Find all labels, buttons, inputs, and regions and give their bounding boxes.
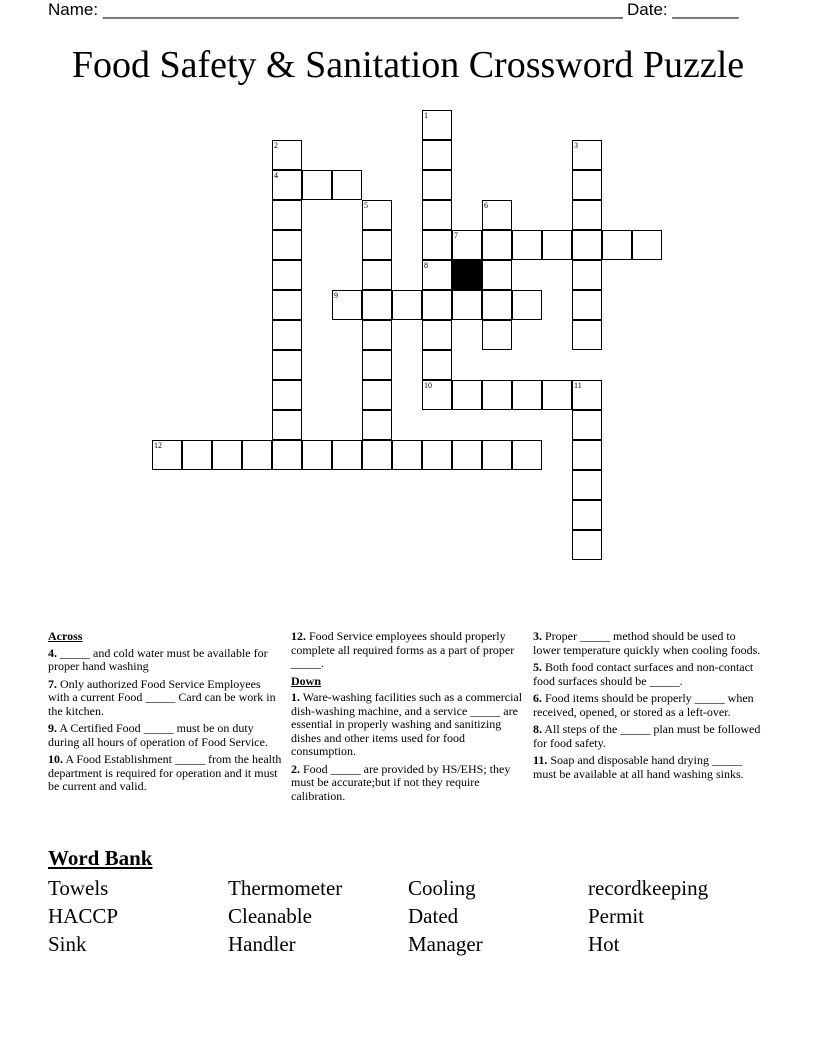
clue-text: Only authorized Food Service Employees with a current Food _____ Card can be work in the kitchen. bbox=[48, 676, 276, 718]
date-line: Date: _______ bbox=[627, 0, 739, 19]
grid-cell[interactable] bbox=[272, 230, 302, 260]
cell-number: 8 bbox=[424, 261, 428, 270]
grid-block bbox=[452, 260, 482, 290]
clue-number: 11. bbox=[533, 753, 548, 767]
grid-cell[interactable] bbox=[572, 260, 602, 290]
grid-cell[interactable] bbox=[572, 380, 602, 410]
word-bank-item: Manager bbox=[408, 932, 483, 956]
word-bank-item: Dated bbox=[408, 904, 459, 928]
clue-down-1 bbox=[291, 691, 523, 759]
grid-cell[interactable] bbox=[482, 380, 512, 410]
across-heading: Across bbox=[48, 629, 83, 643]
grid-cell[interactable] bbox=[182, 440, 212, 470]
word-bank-item: HACCP bbox=[48, 904, 119, 928]
grid-cell[interactable] bbox=[482, 260, 512, 290]
word-bank-item: Permit bbox=[588, 904, 644, 928]
clue-number: 1. bbox=[291, 690, 300, 704]
clue-down-11 bbox=[533, 754, 763, 781]
clue-text: All steps of the _____ plan must be followed for food safety. bbox=[533, 722, 761, 750]
grid-cell[interactable] bbox=[272, 290, 302, 320]
clue-text: Food items should be properly _____ when received, opened, or stored as a left-over. bbox=[533, 691, 754, 719]
clue-number: 9. bbox=[48, 721, 57, 735]
grid-cell[interactable] bbox=[482, 320, 512, 350]
clue-number: 2. bbox=[291, 761, 300, 776]
word-bank-item: Sink bbox=[48, 932, 87, 956]
clue-text: A Food Establishment _____ from the health department is required for operation and it must be current and valid. bbox=[48, 752, 282, 793]
grid-cell[interactable] bbox=[572, 290, 602, 320]
down-heading: Down bbox=[291, 673, 322, 688]
grid-cell[interactable] bbox=[272, 410, 302, 440]
clue-number: 8. bbox=[533, 722, 542, 736]
grid-cell[interactable] bbox=[422, 260, 452, 290]
clue-text: Proper _____ method should be used to lower temperature quickly when cooling foods. bbox=[533, 629, 761, 657]
grid-cell[interactable] bbox=[542, 230, 572, 260]
clue-number: 5. bbox=[533, 660, 542, 674]
word-bank-item: Hot bbox=[588, 932, 620, 956]
clue-down-6 bbox=[533, 692, 763, 719]
cell-number: 6 bbox=[484, 201, 488, 210]
grid-cell[interactable] bbox=[362, 290, 392, 320]
grid-cell[interactable] bbox=[272, 170, 302, 200]
clue-across-9 bbox=[48, 722, 283, 749]
name-line: Name: _______________________________________________________ bbox=[48, 0, 623, 19]
grid-cell[interactable] bbox=[392, 440, 422, 470]
grid-cell[interactable] bbox=[572, 140, 602, 170]
page-title: Food Safety & Sanitation Crossword Puzzle bbox=[71, 44, 745, 86]
word-bank-item: Cleanable bbox=[228, 904, 312, 928]
grid-cell[interactable] bbox=[422, 350, 452, 380]
grid-cell[interactable] bbox=[452, 440, 482, 470]
grid-cell[interactable] bbox=[362, 320, 392, 350]
grid-cell[interactable] bbox=[602, 230, 632, 260]
grid-cell[interactable] bbox=[272, 320, 302, 350]
word-bank-item: recordkeeping bbox=[588, 876, 709, 900]
clue-number: 3. bbox=[533, 629, 542, 643]
clue-across-10 bbox=[48, 753, 283, 794]
clue-text: Food Service employees should properly complete all required forms as a part of proper _____. bbox=[291, 629, 515, 670]
grid-cell[interactable] bbox=[362, 230, 392, 260]
grid-cell[interactable] bbox=[422, 110, 452, 140]
cell-number: 11 bbox=[574, 381, 582, 390]
clue-number: 7. bbox=[48, 676, 57, 691]
grid-cell[interactable] bbox=[572, 440, 602, 470]
clue-text: Both food contact surfaces and non-contact food surfaces should be _____. bbox=[533, 660, 754, 688]
grid-cell[interactable] bbox=[242, 440, 272, 470]
word-bank-title: Word Bank bbox=[48, 846, 153, 870]
clue-across-12 bbox=[291, 630, 523, 671]
grid-cell[interactable] bbox=[332, 290, 362, 320]
grid-cell[interactable] bbox=[572, 410, 602, 440]
grid-cell[interactable] bbox=[362, 350, 392, 380]
grid-cell[interactable] bbox=[482, 230, 512, 260]
grid-cell[interactable] bbox=[272, 140, 302, 170]
grid-cell[interactable] bbox=[512, 230, 542, 260]
grid-cell[interactable] bbox=[152, 440, 182, 470]
cell-number: 9 bbox=[334, 291, 338, 300]
grid-cell[interactable] bbox=[572, 530, 602, 560]
grid-cell[interactable] bbox=[362, 260, 392, 290]
grid-cell[interactable] bbox=[422, 230, 452, 260]
clue-text: A Certified Food _____ must be on duty during all hours of operation of Food Service. bbox=[48, 721, 268, 749]
grid-cell[interactable] bbox=[332, 440, 362, 470]
grid-cell[interactable] bbox=[332, 170, 362, 200]
cell-number: 3 bbox=[574, 141, 578, 150]
clue-text: Soap and disposable hand drying _____ must be available at all hand washing sinks. bbox=[533, 753, 744, 781]
word-bank-item: Handler bbox=[228, 932, 296, 956]
grid-cell[interactable] bbox=[482, 440, 512, 470]
clue-text: Food _____ are provided by HS/EHS; they must be accurate;but if not they require calibration. bbox=[291, 761, 511, 803]
grid-cell[interactable] bbox=[212, 440, 242, 470]
grid-cell[interactable] bbox=[452, 290, 482, 320]
cell-number: 5 bbox=[364, 201, 368, 210]
word-bank-item: Cooling bbox=[408, 876, 476, 900]
grid-cell[interactable] bbox=[362, 440, 392, 470]
cell-number: 7 bbox=[454, 231, 458, 240]
clue-down-5 bbox=[533, 661, 763, 688]
grid-cell[interactable] bbox=[302, 440, 332, 470]
grid-cell[interactable] bbox=[362, 410, 392, 440]
grid-cell[interactable] bbox=[422, 170, 452, 200]
grid-cell[interactable] bbox=[302, 170, 332, 200]
grid-cell[interactable] bbox=[572, 170, 602, 200]
clue-number: 4. bbox=[48, 645, 57, 660]
clue-text: Ware-washing facilities such as a commercial dish-washing machine, and a service _____ are essential in properly washing and sanitizing dishes and other items used for food consumption. bbox=[291, 690, 523, 758]
grid-cell[interactable] bbox=[392, 290, 422, 320]
grid-cell[interactable] bbox=[482, 290, 512, 320]
grid-cell[interactable] bbox=[272, 440, 302, 470]
grid-cell[interactable] bbox=[572, 200, 602, 230]
grid-cell[interactable] bbox=[272, 380, 302, 410]
grid-cell[interactable] bbox=[422, 200, 452, 230]
grid-cell[interactable] bbox=[272, 350, 302, 380]
clue-down-3 bbox=[533, 630, 763, 657]
grid-cell[interactable] bbox=[482, 200, 512, 230]
grid-cell[interactable] bbox=[422, 290, 452, 320]
cell-number: 2 bbox=[274, 141, 278, 150]
grid-cell[interactable] bbox=[362, 200, 392, 230]
grid-cell[interactable] bbox=[542, 380, 572, 410]
cell-number: 1 bbox=[424, 111, 428, 120]
clues-column-3 bbox=[533, 630, 763, 785]
cell-number: 10 bbox=[424, 381, 432, 390]
grid-cell[interactable] bbox=[512, 380, 542, 410]
clue-number: 12. bbox=[291, 629, 306, 643]
clue-number: 6. bbox=[533, 691, 542, 705]
clue-across-7 bbox=[48, 678, 283, 719]
grid-cell[interactable] bbox=[572, 320, 602, 350]
grid-cell[interactable] bbox=[422, 320, 452, 350]
grid-cell[interactable] bbox=[362, 380, 392, 410]
cell-number: 4 bbox=[274, 171, 278, 180]
cell-number: 12 bbox=[154, 441, 162, 450]
grid-cell[interactable] bbox=[572, 500, 602, 530]
grid-cell[interactable] bbox=[422, 380, 452, 410]
clues-column-1 bbox=[48, 630, 283, 798]
word-bank-item: Thermometer bbox=[228, 876, 343, 900]
grid-cell[interactable] bbox=[512, 290, 542, 320]
clue-number: 10. bbox=[48, 752, 63, 766]
grid-cell[interactable] bbox=[272, 200, 302, 230]
grid-cell[interactable] bbox=[632, 230, 662, 260]
word-bank-item: Towels bbox=[48, 876, 109, 900]
clues-column-2 bbox=[291, 630, 523, 807]
grid-cell[interactable] bbox=[452, 380, 482, 410]
grid-cell[interactable] bbox=[572, 230, 602, 260]
clue-down-8 bbox=[533, 723, 763, 750]
grid-cell[interactable] bbox=[272, 260, 302, 290]
grid-cell[interactable] bbox=[572, 470, 602, 500]
clue-text: _____ and cold water must be available for proper hand washing bbox=[48, 645, 268, 673]
grid-cell[interactable] bbox=[452, 230, 482, 260]
grid-cell[interactable] bbox=[422, 440, 452, 470]
grid-cell[interactable] bbox=[422, 140, 452, 170]
clue-across-4 bbox=[48, 647, 283, 674]
clue-down-2 bbox=[291, 763, 523, 804]
grid-cell[interactable] bbox=[512, 440, 542, 470]
